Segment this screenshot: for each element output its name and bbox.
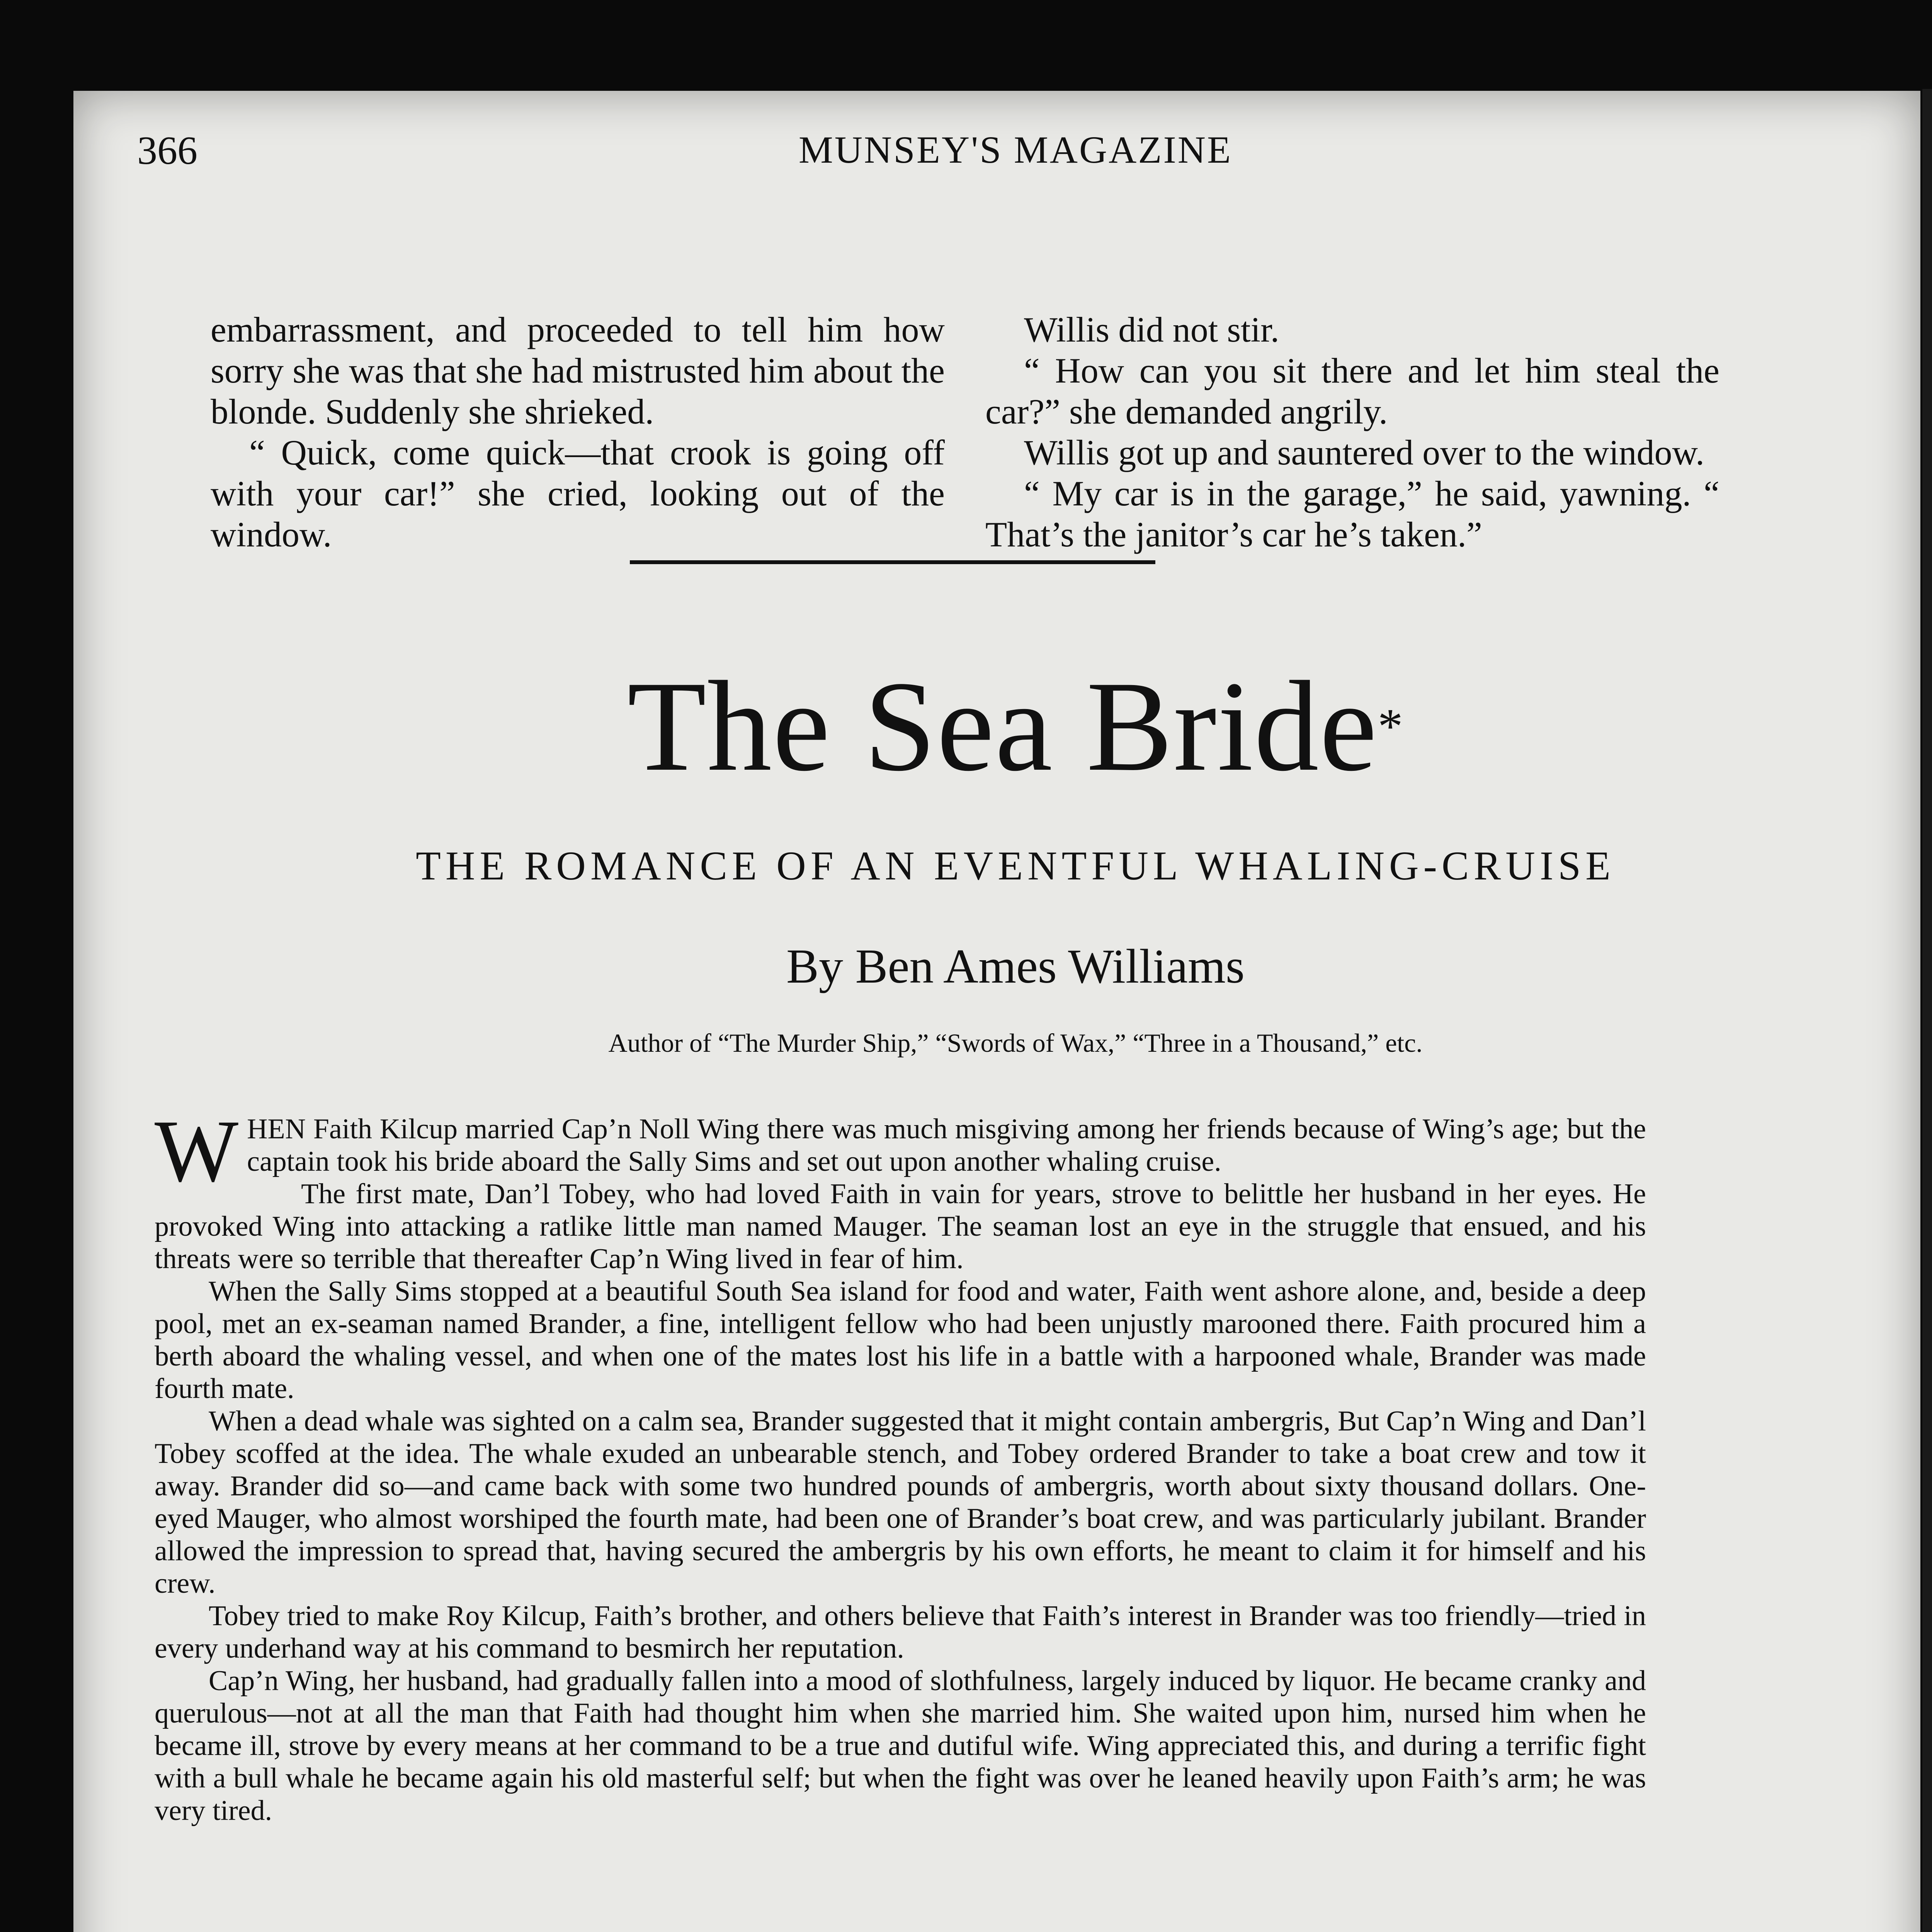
paragraph: Willis got up and sauntered over to the window.: [1024, 433, 1704, 472]
paragraph: “ My car is in the garage,” he said, yawning. “ That’s the janitor’s car he’s taken.”: [985, 474, 1719, 554]
synopsis-paragraph: Tobey tried to make Roy Kilcup, Faith’s brother, and others believe that Faith’s interest in Brander was too friendly—tried in every underhand way at his command to besmirch her reputation.: [155, 1600, 1646, 1664]
paragraph: embarrassment, and proceeded to tell him how sorry she was that she had mistrusted him about the blonde. Suddenly she shrieked.: [211, 310, 945, 431]
article-subtitle: THE ROMANCE OF AN EVENTFUL WHALING-CRUISE: [416, 843, 1615, 888]
synopsis-paragraph: The first mate, Dan’l Tobey, who had loved Faith in vain for years, strove to belittle her husband in her eyes. He provoked Wing into attacking a ratlike little man named Mauger. The seaman lost an eye in the struggle that ensued, and his threats were so terrible that thereafter Cap’n Wing lived in fear of him.: [155, 1178, 1646, 1275]
page-header: [137, 128, 1894, 182]
paragraph: “ How can you sit there and let him steal the car?” she demanded angrily.: [985, 351, 1719, 431]
page-number: 366: [137, 128, 197, 173]
footnote-mark: *: [1378, 699, 1404, 754]
paragraph: “ Quick, come quick—that crook is going off with your car!” she cried, looking out of the window.: [211, 433, 945, 554]
synopsis-paragraph: When the Sally Sims stopped at a beautiful South Sea island for food and water, Faith went ashore alone, and, beside a deep pool, met an ex-seaman named Brander, a fine, intelligent fellow who had been unjustly marooned there. Faith procured him a berth aboard the whaling vessel, and when one of the mates lost his life in a battle with a harpooned whale, Brander was made fourth mate.: [155, 1276, 1646, 1405]
synopsis-paragraph: [155, 1102, 1646, 1200]
top-story-right-column: [985, 309, 1719, 555]
author-note: Author of “The Murder Ship,” “Swords of Wax,” “Three in a Thousand,” etc.: [608, 1028, 1423, 1058]
synopsis: [155, 1102, 1646, 1827]
synopsis-paragraph: Cap’n Wing, her husband, had gradually fallen into a mood of slothfulness, largely induced by liquor. He became cranky and querulous—not at all the man that Faith had thought him when she married him. She waited upon him, nursed him when he became ill, strove by every means at her command to be a true and dutiful wife. Wing appreciated this, and during a terrific fight with a bull whale he became again his old masterful self; but when the fight was over he leaned heavily upon Faith’s arm; he was very tired.: [155, 1665, 1646, 1827]
page-binding: [1922, 89, 1932, 1932]
article-title-text: The Sea Bride: [627, 655, 1378, 798]
byline: By Ben Ames Williams: [786, 940, 1245, 993]
paragraph: Willis did not stir.: [1024, 310, 1279, 349]
running-head: MUNSEY'S MAGAZINE: [798, 128, 1233, 171]
section-divider: [630, 560, 1155, 564]
synopsis-paragraph: When a dead whale was sighted on a calm sea, Brander suggested that it might contain ambergris, But Cap’n Wing and Dan’l Tobey scoffed at the idea. The whale exuded an unbearable stench, and Tobey ordered Brander to take a boat crew and tow it away. Brander did so—and came back with some two hundred pounds of ambergris, worth about sixty thousand dollars. One-eyed Mauger, who almost worshiped the fourth mate, had been one of Brander’s boat crew, and was particularly jubilant. Brander allowed the impression to spread that, having secured the ambergris by his own efforts, he meant to claim it for himself and his crew.: [155, 1405, 1646, 1599]
drop-cap: W: [155, 1102, 239, 1200]
top-story-left-column: [211, 309, 945, 555]
synopsis-text: HEN Faith Kilcup married Cap’n Noll Wing there was much misgiving among her friends because of Wing’s age; but the captain took his bride aboard the Sally Sims and set out upon another whaling cruise.: [247, 1113, 1646, 1177]
article-title: [0, 657, 1932, 796]
